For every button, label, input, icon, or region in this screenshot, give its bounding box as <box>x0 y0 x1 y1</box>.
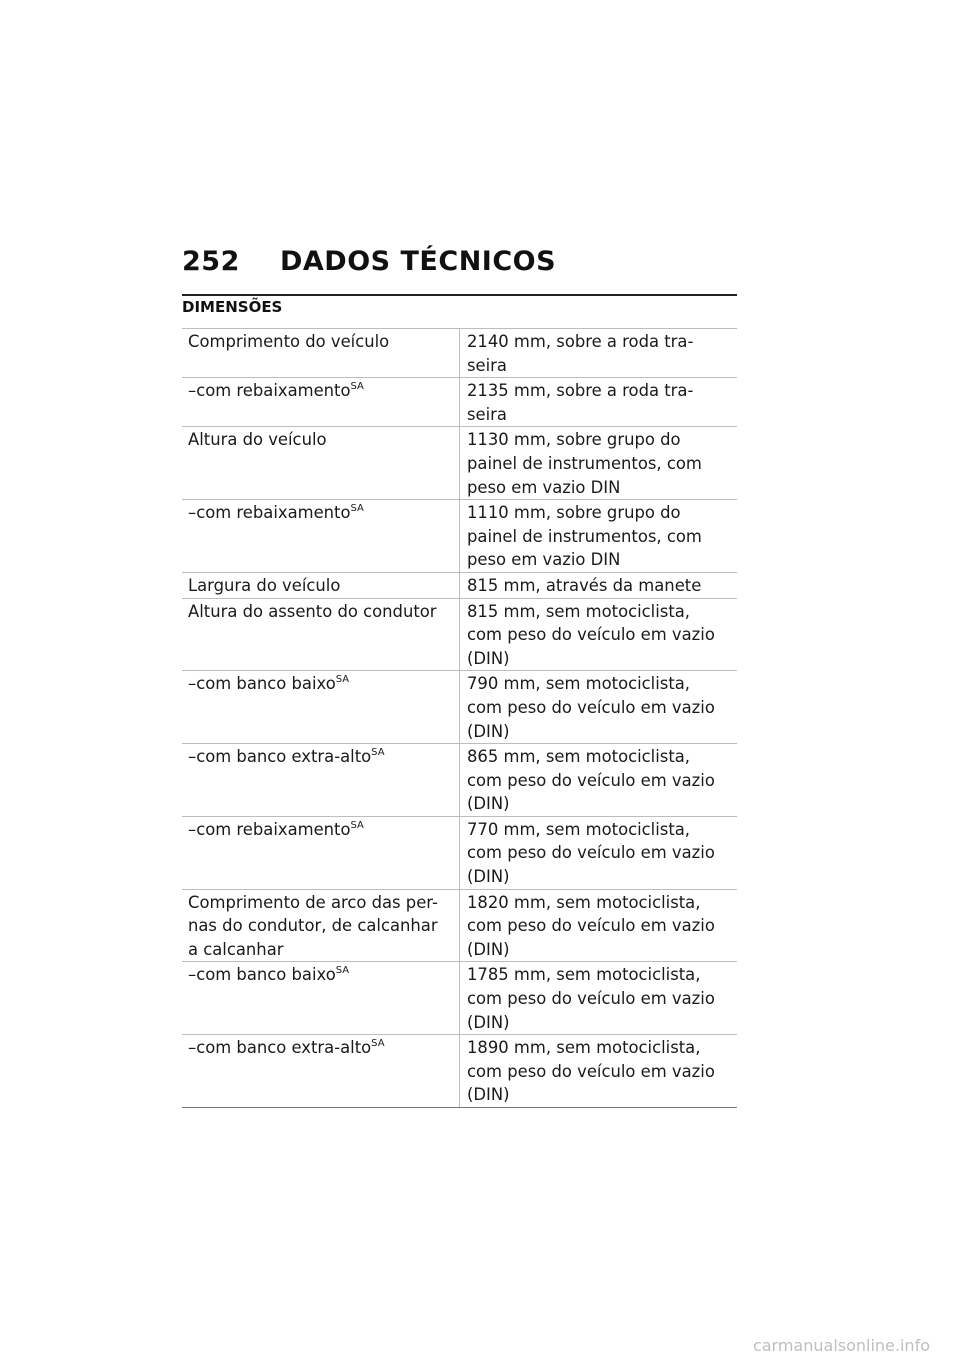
table-row <box>182 816 737 889</box>
row-value: 1820 mm, sem motociclista, com peso do veículo em vazio (DIN) <box>460 889 738 962</box>
page-number: 252 <box>182 246 240 277</box>
row-label-text: –com banco extra-alto <box>188 747 372 767</box>
row-label <box>182 671 460 744</box>
table-row <box>182 500 737 573</box>
optional-equipment-marker: SA <box>371 1038 385 1050</box>
row-label <box>182 598 460 671</box>
row-value: 1890 mm, sem motociclista, com peso do veículo em vazio (DIN) <box>460 1035 738 1108</box>
row-label <box>182 744 460 817</box>
row-label-text: Comprimento de arco das per- nas do condutor, de calcanhar a calcanhar <box>188 892 438 959</box>
row-label <box>182 889 460 962</box>
table-row <box>182 889 737 962</box>
row-value: 815 mm, através da manete <box>460 572 738 598</box>
row-label-text: Comprimento do veículo <box>188 332 390 351</box>
header-rule <box>182 294 737 296</box>
row-label-text: –com rebaixamento <box>188 819 351 839</box>
optional-equipment-marker: SA <box>350 503 364 515</box>
row-value: 865 mm, sem motociclista, com peso do veículo em vazio (DIN) <box>460 744 738 817</box>
row-value: 1110 mm, sobre grupo do painel de instrumentos, com peso em vazio DIN <box>460 500 738 573</box>
row-value: 2140 mm, sobre a roda tra- seira <box>460 329 738 378</box>
row-value: 790 mm, sem motociclista, com peso do veículo em vazio (DIN) <box>460 671 738 744</box>
optional-equipment-marker: SA <box>350 381 364 393</box>
table-row <box>182 572 737 598</box>
row-label-text: –com banco baixo <box>188 674 336 694</box>
table-row <box>182 1035 737 1108</box>
page-header <box>182 246 556 277</box>
row-value: 2135 mm, sobre a roda tra- seira <box>460 378 738 427</box>
row-value: 1130 mm, sobre grupo do painel de instrumentos, com peso em vazio DIN <box>460 427 738 500</box>
section-title: DIMENSÕES <box>182 298 283 316</box>
row-label-text: –com rebaixamento <box>188 503 351 523</box>
table-row <box>182 671 737 744</box>
dimensions-table <box>182 328 737 1108</box>
row-label <box>182 962 460 1035</box>
row-label <box>182 1035 460 1108</box>
row-label-text: Altura do assento do condutor <box>188 601 437 621</box>
chapter-title: DADOS TÉCNICOS <box>280 246 557 277</box>
table-row <box>182 427 737 500</box>
row-label <box>182 500 460 573</box>
table-row <box>182 329 737 378</box>
table-row <box>182 378 737 427</box>
watermark: carmanualsonline.info <box>752 1336 930 1355</box>
table-row <box>182 598 737 671</box>
table-row <box>182 962 737 1035</box>
optional-equipment-marker: SA <box>335 674 350 686</box>
row-label <box>182 572 460 598</box>
row-value: 815 mm, sem motociclista, com peso do veículo em vazio (DIN) <box>460 598 738 671</box>
row-label-text: –com banco extra-alto <box>188 1038 372 1058</box>
row-label <box>182 427 460 500</box>
row-label <box>182 329 460 378</box>
row-label-text: Altura do veículo <box>188 430 327 450</box>
row-label <box>182 816 460 889</box>
row-label <box>182 378 460 427</box>
optional-equipment-marker: SA <box>371 747 385 759</box>
row-label-text: –com banco baixo <box>188 965 336 985</box>
row-value: 770 mm, sem motociclista, com peso do veículo em vazio (DIN) <box>460 816 738 889</box>
table-row <box>182 744 737 817</box>
optional-equipment-marker: SA <box>350 819 364 831</box>
row-value: 1785 mm, sem motociclista, com peso do veículo em vazio (DIN) <box>460 962 738 1035</box>
optional-equipment-marker: SA <box>335 965 350 977</box>
row-label-text: Largura do veículo <box>188 575 341 595</box>
row-label-text: –com rebaixamento <box>188 381 351 401</box>
